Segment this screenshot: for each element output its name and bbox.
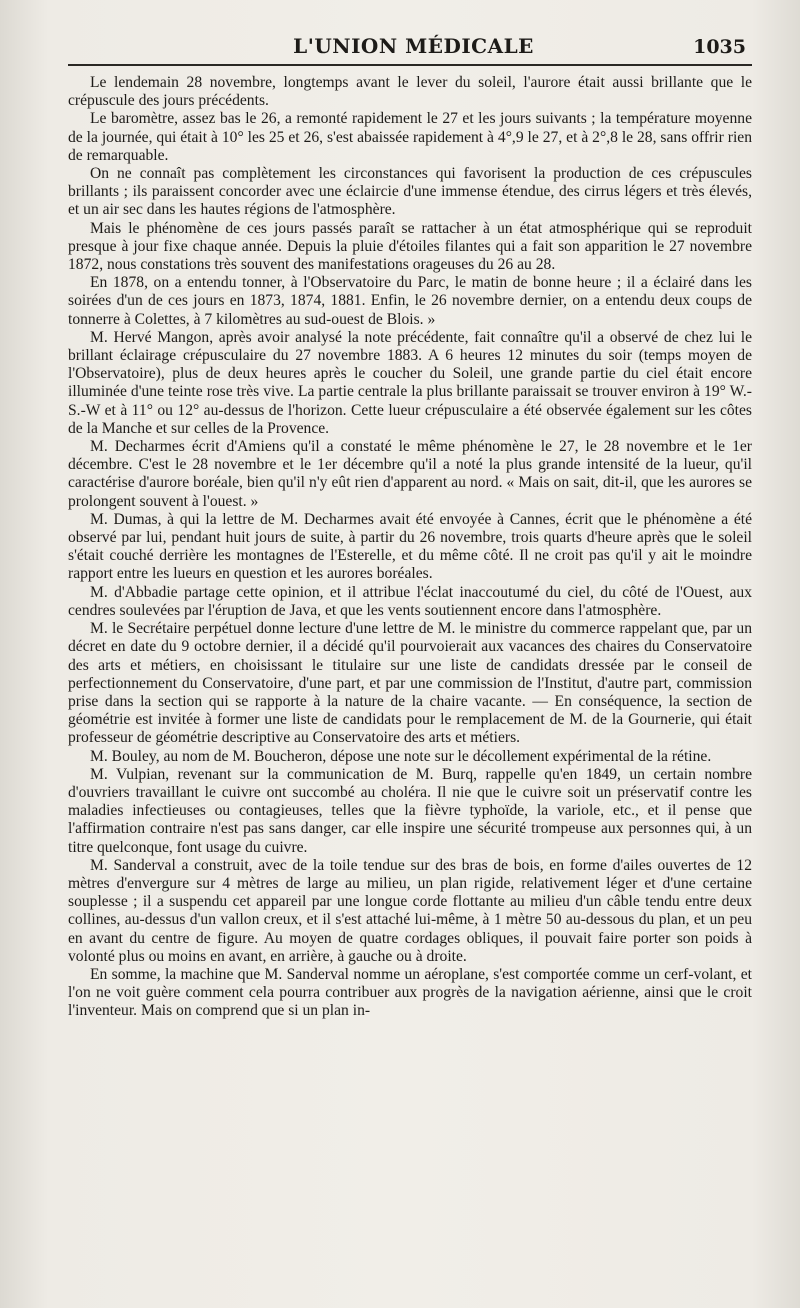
article-body [68, 74, 752, 1021]
paragraph: M. d'Abbadie partage cette opinion, et il attribue l'éclat inaccoutumé du ciel, du côté de l'Ouest, aux cendres soulevées par l'éruption de Java, et que les vents soutiennent encore dans l'atmosphère. [68, 583, 752, 619]
paragraph: M. Bouley, au nom de M. Boucheron, dépose une note sur le décollement expérimental de la rétine. [90, 747, 712, 765]
paragraph: M. le Secrétaire perpétuel donne lecture d'une lettre de M. le ministre du commerce rappelant que, par un décret en date du 9 octobre dernier, il a décidé qu'il pourvoierait aux vacances des chaires du Conservatoire des arts et métiers, en choisissant le titulaire sur une liste de candidats dressée par le conseil de perfectionnement du Conservatoire, d'une part, et par une commission de l'Institut, d'autre part, commission prise dans la section qui se rapporte à la nature de la chaire vacante. — En conséquence, la section de géométrie est invitée à former une liste de candidats pour le remplacement de M. de la Gournerie, qui était professeur de géométrie descriptive au Conservatoire des arts et métiers. [68, 620, 752, 747]
header-rule [68, 64, 752, 66]
paragraph: M. Decharmes écrit d'Amiens qu'il a constaté le même phénomène le 27, le 28 novembre et le 1er décembre. C'est le 28 novembre et le 1er décembre qu'il a noté la plus grande intensité de la lueur, qu'il caractérise d'aurore boréale, bien qu'il n'y eût rien d'apparent au nord. « Mais on sait, dit-il, que les aurores se prolongent souvent à l'ouest. » [68, 438, 752, 510]
paragraph: En somme, la machine que M. Sanderval nomme un aéroplane, s'est comportée comme un cerf-volant, et l'on ne voit guère comment cela pourra contribuer aux progrès de la navigation aérienne, ainsi que le croit l'inventeur. Mais on comprend que si un plan in- [68, 965, 752, 1020]
paragraph: On ne connaît pas complètement les circonstances qui favorisent la production de ces crépuscules brillants ; ils paraissent concorder avec une éclaircie d'une immense étendue, des cirrus légers et très élevés, et un air sec dans les hautes régions de l'atmosphère. [68, 165, 752, 219]
paragraph: M. Hervé Mangon, après avoir analysé la note précédente, fait connaître qu'il a observé de chez lui le brillant éclairage crépusculaire du 27 novembre 1883. A 6 heures 12 minutes du soir (temps moyen de l'Observatoire), plus de deux heures après le coucher du Soleil, une grande partie du ciel était encore illuminée d'une teinte rose très vive. La partie centrale la plus brillante paraissait se trouver environ à 19° W.-S.-W et à 11° ou 12° au-dessus de l'horizon. Cette lueur crépusculaire a été observée également sur les côtes de la Manche et sur celles de la Provence. [68, 328, 752, 437]
running-title: L'UNION MÉDICALE [293, 34, 534, 58]
page-header [68, 34, 752, 58]
paragraph: M. Vulpian, revenant sur la communication de M. Burq, rappelle qu'en 1849, un certain nombre d'ouvriers travaillant le cuivre ont succombé au choléra. Il nie que le cuivre soit un préservatif contre les maladies infectieuses ou contagieuses, telles que la fièvre typhoïde, la variole, etc., et il pense que l'affirmation contraire n'est pas sans danger, car elle inspire une sécurité trompeuse aux personnes qui, à un titre quelconque, font usage du cuivre. [68, 765, 752, 856]
page-number: 1035 [693, 36, 746, 58]
paragraph: Mais le phénomène de ces jours passés paraît se rattacher à un état atmosphérique qui se reproduit presque à jour fixe chaque année. Depuis la pluie d'étoiles filantes qui a fait son apparition le 27 novembre 1872, nous constations très souvent des manifestations orageuses du 26 au 28. [68, 219, 752, 274]
paragraph: M. Dumas, à qui la lettre de M. Decharmes avait été envoyée à Cannes, écrit que le phénomène a été observé par lui, pendant huit jours de suite, à partir du 26 novembre, trois quarts d'heure après que le soleil s'était couché derrière les montagnes de l'Esterelle, et du même côté. Il ne croit pas qu'il y ait le moindre rapport entre les lueurs en question et les aurores boréales. [68, 510, 752, 583]
paragraph: Le baromètre, assez bas le 26, a remonté rapidement le 27 et les jours suivants ; la température moyenne de la journée, qui était à 10° les 25 et 26, s'est abaissée rapidement à 4°,9 le 27, et à 2°,8 le 28, sans offrir rien de remarquable. [68, 110, 752, 164]
paragraph: En 1878, on a entendu tonner, à l'Observatoire du Parc, le matin de bonne heure ; il a éclairé dans les soirées d'un de ces jours en 1873, 1874, 1881. Enfin, le 26 novembre dernier, on a entendu deux coups de tonnerre à Colettes, à 7 kilomètres au sud-ouest de Blois. » [68, 274, 752, 328]
paragraph: Le lendemain 28 novembre, longtemps avant le lever du soleil, l'aurore était aussi brillante que le crépuscule des jours précédents. [68, 74, 752, 110]
paragraph: M. Sanderval a construit, avec de la toile tendue sur des bras de bois, en forme d'ailes ouvertes de 12 mètres d'envergure sur 4 mètres de large au milieu, un plan rigide, relativement léger et d'une certaine souplesse ; il a suspendu cet appareil par une longue corde flottante au milieu d'un câble tendu entre deux collines, au-dessus d'un vallon creux, et il s'est attaché lui-même, à 1 mètre 50 au-dessous du plan, et un peu en avant du centre de figure. Au moyen de quatre cordages obliques, il pouvait faire porter son poids à volonté plus ou moins en avant, en arrière, à gauche ou à droite. [68, 856, 752, 965]
